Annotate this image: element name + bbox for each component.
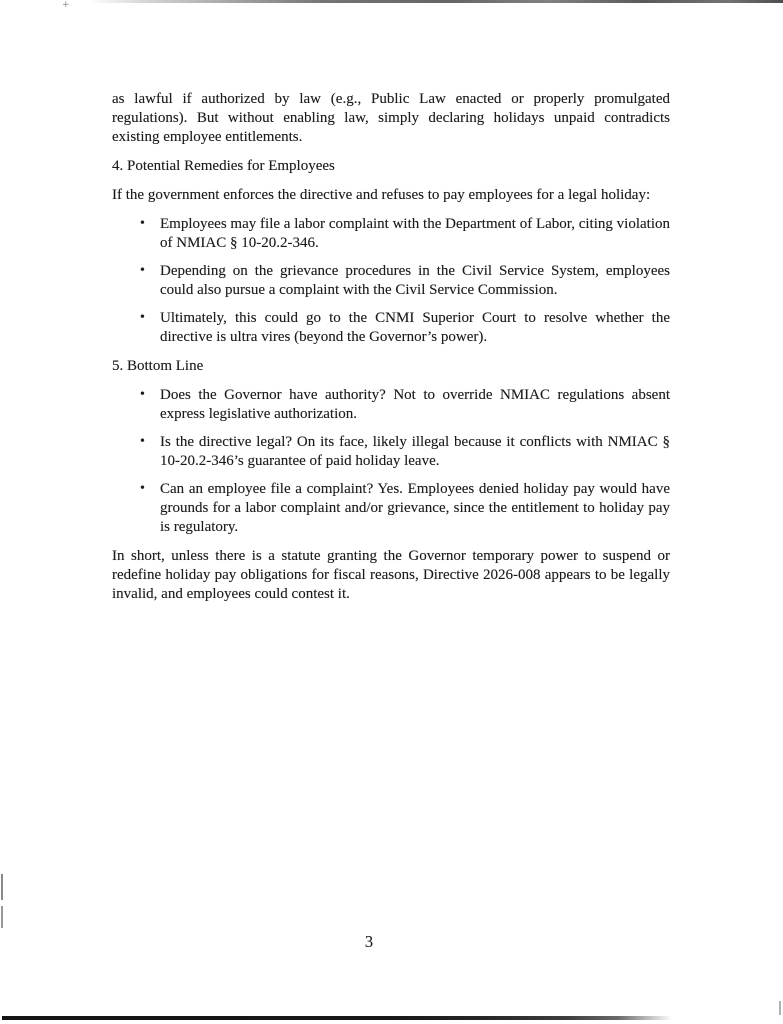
bullet-marker: • xyxy=(140,434,145,449)
bullet-marker: • xyxy=(140,263,145,278)
scan-artifact-plus-mark: + xyxy=(62,0,70,10)
bullet-item xyxy=(112,433,670,471)
bullet-item xyxy=(112,215,670,253)
bullet-item xyxy=(112,262,670,300)
paragraph-intro-continuation: as lawful if authorized by law (e.g., Public Law enacted or properly promulgated regulations). But without enabling law, simply declaring holidays unpaid contradicts existing employee entitlements. xyxy=(112,91,670,145)
bottom-line-bullet-list xyxy=(112,386,670,537)
bullet-marker: • xyxy=(140,310,145,325)
document-body xyxy=(112,90,670,614)
page-number: 3 xyxy=(364,932,374,951)
paragraph-remedies-intro: If the government enforces the directive and refuses to pay employees for a legal holiday: xyxy=(112,187,651,203)
bullet-marker: • xyxy=(140,216,145,231)
section-heading-bottom-line: 5. Bottom Line xyxy=(112,358,204,374)
bullet-text: Employees may file a labor complaint with the Department of Labor, citing violation of NMIAC § 10-20.2-346. xyxy=(160,216,670,251)
scan-artifact-left-dash xyxy=(1,906,3,928)
bullet-item xyxy=(112,480,670,537)
bullet-text: Depending on the grievance procedures in the Civil Service System, employees could also pursue a complaint with the Civil Service Commission. xyxy=(160,263,670,298)
scan-artifact-left-dash xyxy=(1,874,3,900)
bullet-text: Does the Governor have authority? Not to override NMIAC regulations absent express legislative authorization. xyxy=(160,387,670,422)
bullet-marker: • xyxy=(140,387,145,402)
scan-artifact-top-edge xyxy=(88,0,783,3)
remedies-bullet-list xyxy=(112,215,670,347)
bullet-marker: • xyxy=(140,481,145,496)
bullet-text: Is the directive legal? On its face, likely illegal because it conflicts with NMIAC § 10-20.2-346’s guarantee of paid holiday leave. xyxy=(160,434,670,469)
bullet-item xyxy=(112,386,670,424)
scan-artifact-right-mark xyxy=(779,1001,781,1015)
bullet-text: Can an employee file a complaint? Yes. Employees denied holiday pay would have grounds for a labor complaint and/or grievance, since the entitlement to holiday pay is regulatory. xyxy=(160,481,670,535)
scan-artifact-bottom-edge xyxy=(2,1016,672,1020)
paragraph-conclusion: In short, unless there is a statute granting the Governor temporary power to suspend or redefine holiday pay obligations for fiscal reasons, Directive 2026-008 appears to be legally invalid, and employees could contest it. xyxy=(112,548,670,602)
bullet-item xyxy=(112,309,670,347)
bullet-text: Ultimately, this could go to the CNMI Superior Court to resolve whether the directive is ultra vires (beyond the Governor’s power). xyxy=(160,310,670,345)
section-heading-remedies: 4. Potential Remedies for Employees xyxy=(112,158,335,174)
